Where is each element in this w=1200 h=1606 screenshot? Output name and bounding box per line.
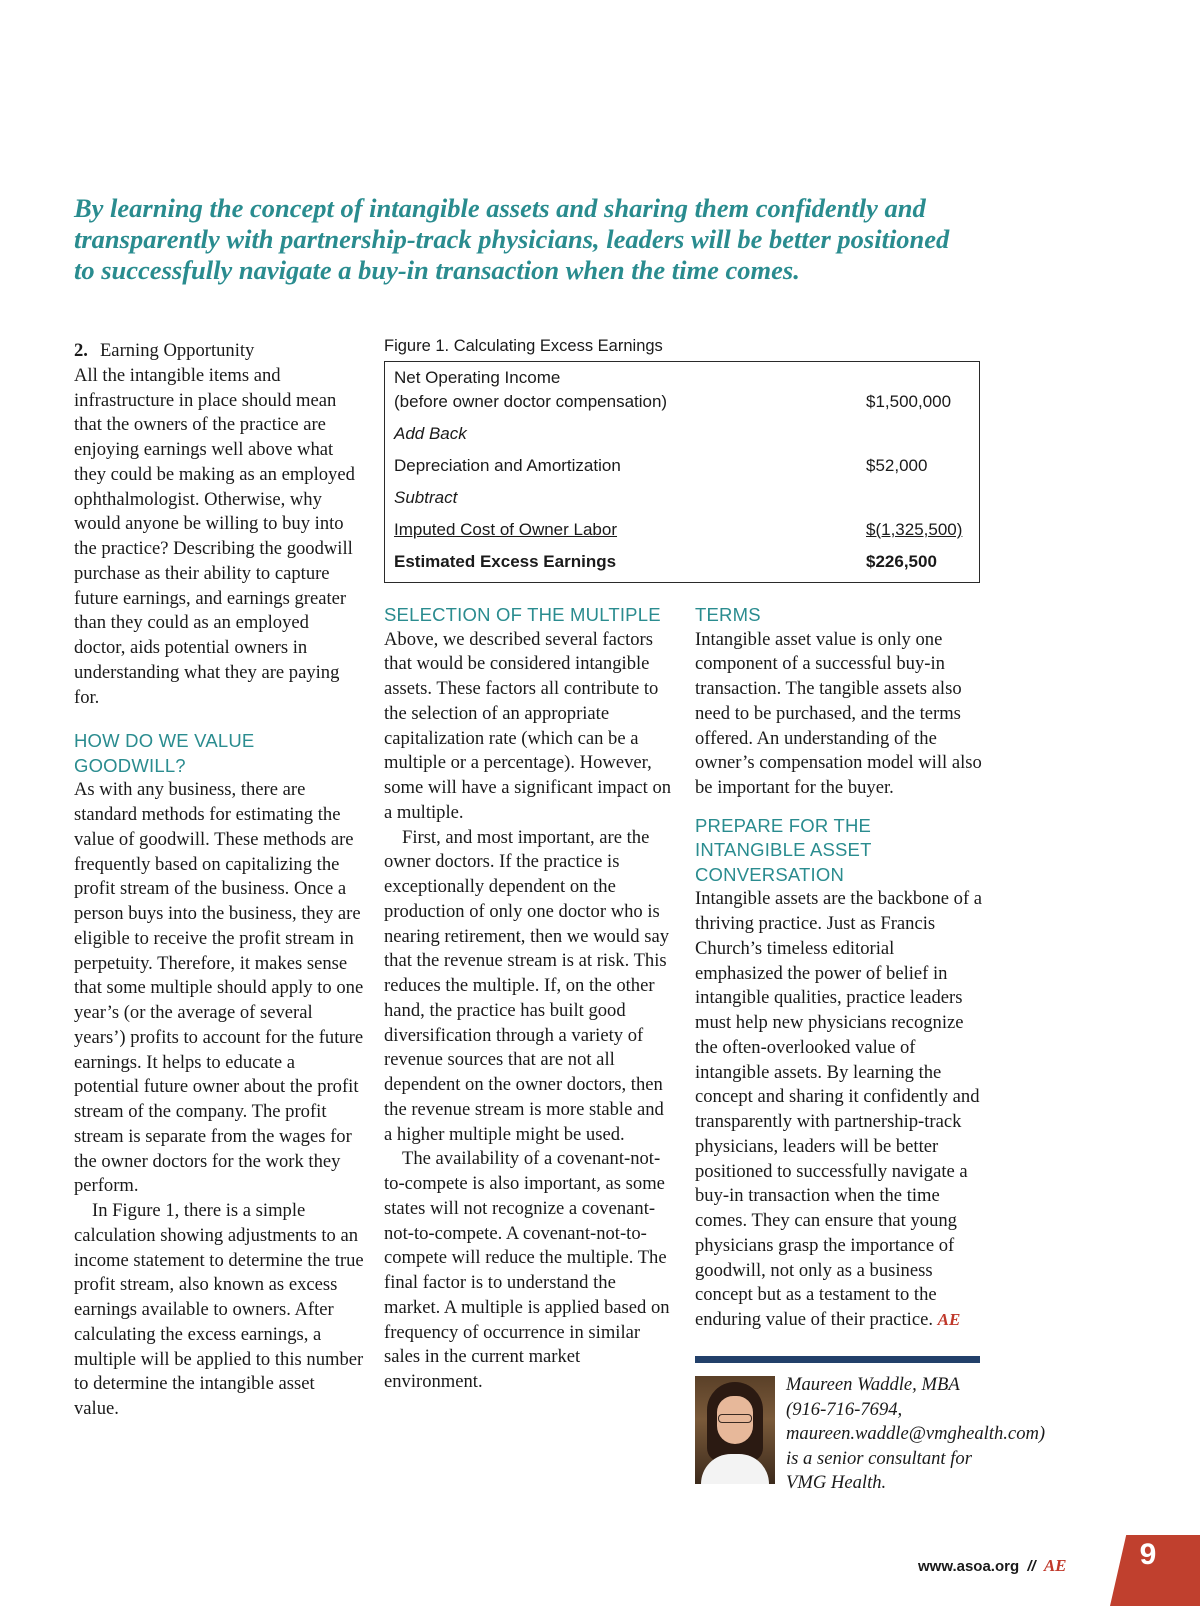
paragraph: First, and most important, are the owner doctors. If the practice is exceptionally dependent on the production of only one doctor who is nearing retirement, then we would say that the revenue stream is at risk. This reduces the multiple. If, on the other hand, the practice has built good diversification through a variety of revenue sources that are not all dependent on the owner doctors, then the revenue stream is more stable and a higher multiple might be used. [384, 826, 670, 1145]
left-column [74, 339, 364, 1422]
row-label: Subtract [394, 488, 458, 507]
page-number: 9 [1139, 1538, 1157, 1571]
row-value: $52,000 [866, 456, 928, 475]
pull-quote: By learning the concept of intangible assets and sharing them confidently and transparently with partnership-track physicians, leaders will be better positioned to successfully navigate a buy-in transaction when the time comes. [74, 193, 950, 285]
paragraph: In Figure 1, there is a simple calculation showing adjustments to an income statement to determine the true profit stream, also known as excess earnings available to owners. After calculating the excess earnings, a multiple will be applied to this number to determine the intangible asset value. [74, 1200, 364, 1419]
item-title: Earning Opportunity [99, 340, 255, 361]
footer [918, 1556, 1067, 1576]
paragraph: As with any business, there are standard methods for estimating the value of goodwill. These methods are frequently based on capitalizing the profit stream of the business. Once a person buys into the business, they are eligible to receive the profit stream in perpetuity. Therefore, it makes sense that some multiple should apply to one year’s (or the average of several years’) profits to account for the future earnings. It helps to educate a potential future owner about the profit stream of the company. The profit stream is separate from the wages for the owner doctors for the work they perform. [74, 779, 364, 1197]
paragraph [695, 887, 985, 1333]
row-value: $1,500,000 [866, 392, 952, 411]
right-column [695, 603, 985, 1333]
row-value: $(1,325,500) [866, 520, 963, 539]
section-heading-terms: TERMS [695, 604, 761, 625]
item-heading [74, 339, 364, 364]
row-label: (before owner doctor compensation) [394, 392, 668, 411]
section-heading-goodwill: HOW DO WE VALUE GOODWILL? [74, 730, 255, 776]
author-photo [695, 1376, 775, 1484]
row-label: Depreciation and Amortization [394, 456, 621, 475]
section-heading-multiple: SELECTION OF THE MULTIPLE [384, 604, 661, 625]
row-label: Add Back [394, 424, 467, 443]
item-number: 2. [74, 340, 88, 361]
paragraph-text: Intangible assets are the backbone of a thriving practice. Just as Francis Church’s timeless editorial emphasized the power of belief in intangible qualities, practice leaders must help new physicians recognize the often-overlooked value of intangible assets. By learning the concept and sharing it confidently and transparently with partnership-track physicians, leaders will be better positioned to successfully navigate a buy-in transaction when the time comes. They can ensure that young physicians grasp the importance of goodwill, not only as a business concept but as a testament to the enduring value of their practice. [695, 888, 983, 1330]
author-bio: Maureen Waddle, MBA (916-716-7694, maureen.waddle@vmghealth.com) is a senior consultant for VMG Health. [786, 1374, 1046, 1493]
author-divider [695, 1356, 980, 1363]
row-label: Estimated Excess Earnings [394, 552, 617, 571]
row-label: Net Operating Income [394, 368, 561, 387]
middle-column [384, 603, 676, 1395]
end-mark: AE [937, 1310, 961, 1329]
paragraph: The availability of a covenant-not-to-compete is also important, as some states will not recognize a covenant-not-to-compete. A covenant-not-to-compete will reduce the multiple. The final factor is to understand the market. A multiple is applied based on frequency of occurrence in similar sales in the current market environment. [384, 1148, 670, 1392]
section-heading-prepare: PREPARE FOR THE INTANGIBLE ASSET CONVERSATION [695, 814, 872, 885]
footer-separator: // [1027, 1558, 1036, 1575]
figure-table [384, 361, 980, 583]
footer-url: www.asoa.org [918, 1558, 1020, 1575]
row-label: Imputed Cost of Owner Labor [394, 520, 618, 539]
row-value: $226,500 [866, 552, 937, 571]
footer-brand: AE [1043, 1556, 1067, 1575]
intro-paragraph: All the intangible items and infrastructure in place should mean that the owners of the practice are enjoying earnings well above what they could be making as an employed ophthalmologist. Otherwise, why would anyone be willing to buy into the practice? Describing the goodwill purchase as their ability to capture future earnings, and earnings greater than they could as an employed doctor, aids potential owners in understanding what they are paying for. [74, 364, 355, 708]
paragraph: Above, we described several factors that would be considered intangible assets. These factors all contribute to the selection of an appropriate capitalization rate (which can be a multiple or a percentage). However, some will have a significant impact on a multiple. [384, 628, 672, 823]
figure-caption: Figure 1. Calculating Excess Earnings [384, 337, 663, 355]
paragraph: Intangible asset value is only one component of a successful buy-in transaction. The tangible assets also need to be purchased, and the terms offered. An understanding of the owner’s compensation model will also be important for the buyer. [695, 628, 982, 798]
